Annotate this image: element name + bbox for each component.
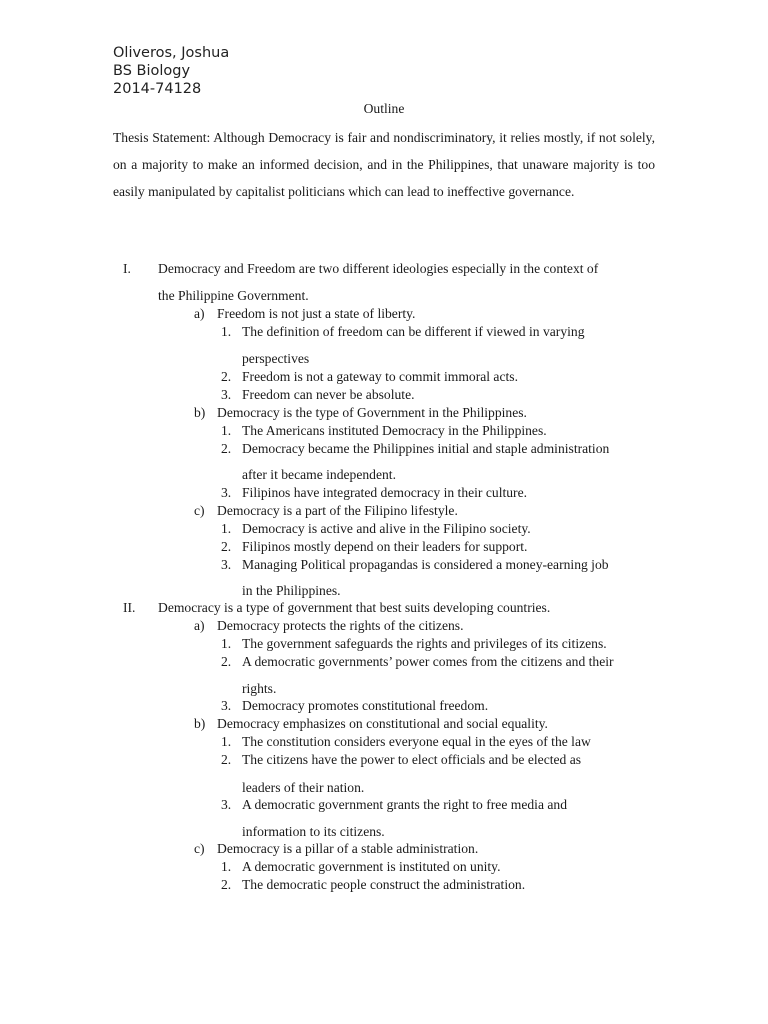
point-text: Filipinos have integrated democracy in their culture. bbox=[242, 485, 527, 500]
point-text: Freedom is not a gateway to commit immoral acts. bbox=[242, 369, 518, 384]
number-marker: 1. bbox=[221, 636, 232, 651]
outline-point-line bbox=[0, 386, 768, 404]
subsection-text: Democracy is a pillar of a stable administration. bbox=[217, 841, 479, 856]
letter-marker: b) bbox=[194, 405, 206, 420]
subsection-text: Freedom is not just a state of liberty. bbox=[217, 306, 416, 321]
point-text: A democratic government is instituted on unity. bbox=[242, 859, 501, 874]
student-number: 2014-74128 bbox=[113, 81, 202, 97]
subsection-text: Democracy is the type of Government in the Philippines. bbox=[217, 405, 527, 420]
point-text: Freedom can never be absolute. bbox=[242, 387, 415, 402]
outline-section-line bbox=[0, 599, 768, 617]
number-marker: 1. bbox=[221, 324, 232, 339]
number-marker: 1. bbox=[221, 859, 232, 874]
outline-point-line bbox=[0, 876, 768, 894]
roman-numeral: II. bbox=[123, 600, 136, 615]
number-marker: 2. bbox=[221, 877, 232, 892]
point-text: leaders of their nation. bbox=[242, 780, 365, 795]
outline-subsection bbox=[0, 840, 768, 858]
page-title: Outline bbox=[363, 101, 405, 116]
number-marker: 2. bbox=[221, 441, 232, 456]
letter-marker: b) bbox=[194, 716, 206, 731]
point-text: in the Philippines. bbox=[242, 583, 341, 598]
outline-point-line bbox=[0, 796, 768, 814]
point-text: The definition of freedom can be different if viewed in varying bbox=[242, 324, 585, 339]
outline-point-line bbox=[0, 422, 768, 440]
point-text: The constitution considers everyone equal in the eyes of the law bbox=[242, 734, 591, 749]
section-heading-text: Democracy and Freedom are two different ideologies especially in the context of bbox=[158, 261, 599, 276]
number-marker: 3. bbox=[221, 387, 232, 402]
number-marker: 1. bbox=[221, 734, 232, 749]
outline-subsection bbox=[0, 502, 768, 520]
point-text: perspectives bbox=[242, 351, 310, 366]
outline-point-line bbox=[0, 323, 768, 341]
outline-point-line bbox=[0, 582, 768, 600]
outline-point-line bbox=[0, 484, 768, 502]
point-text: after it became independent. bbox=[242, 467, 396, 482]
letter-marker: a) bbox=[194, 618, 205, 633]
number-marker: 2. bbox=[221, 752, 232, 767]
point-text: rights. bbox=[242, 681, 277, 696]
number-marker: 3. bbox=[221, 797, 232, 812]
section-heading-text: the Philippine Government. bbox=[158, 288, 309, 303]
outline-point-line bbox=[0, 520, 768, 538]
outline-point-line bbox=[0, 697, 768, 715]
outline-point-line bbox=[0, 653, 768, 671]
outline-section-line bbox=[0, 260, 768, 278]
point-text: Filipinos mostly depend on their leaders for support. bbox=[242, 539, 528, 554]
outline-point-line bbox=[0, 779, 768, 797]
point-text: The government safeguards the rights and privileges of its citizens. bbox=[242, 636, 607, 651]
outline-point-line bbox=[0, 350, 768, 368]
outline-subsection bbox=[0, 715, 768, 733]
point-text: Democracy promotes constitutional freedom. bbox=[242, 698, 489, 713]
outline-point-line bbox=[0, 858, 768, 876]
number-marker: 2. bbox=[221, 369, 232, 384]
outline-subsection bbox=[0, 617, 768, 635]
subsection-text: Democracy emphasizes on constitutional and social equality. bbox=[217, 716, 548, 731]
point-text: Managing Political propagandas is considered a money-earning job bbox=[242, 557, 609, 572]
outline-point-line bbox=[0, 823, 768, 841]
subsection-text: Democracy protects the rights of the citizens. bbox=[217, 618, 464, 633]
section-heading-text: Democracy is a type of government that best suits developing countries. bbox=[158, 600, 551, 615]
point-text: Democracy became the Philippines initial and staple administration bbox=[242, 441, 610, 456]
thesis-statement: Thesis Statement: Although Democracy is fair and nondiscriminatory, it relies mostly, if not solely, on a majority to make an informed decision, and in the Philippines, that unaware majority is too easily manipulated by capitalist politicians which can lead to ineffective governance. bbox=[113, 130, 655, 199]
letter-marker: a) bbox=[194, 306, 205, 321]
point-text: The Americans instituted Democracy in the Philippines. bbox=[242, 423, 547, 438]
subsection-text: Democracy is a part of the Filipino lifestyle. bbox=[217, 503, 458, 518]
number-marker: 2. bbox=[221, 654, 232, 669]
point-text: Democracy is active and alive in the Filipino society. bbox=[242, 521, 531, 536]
outline-subsection bbox=[0, 404, 768, 422]
roman-numeral: I. bbox=[123, 261, 131, 276]
point-text: A democratic government grants the right to free media and bbox=[242, 797, 568, 812]
point-text: A democratic governments’ power comes from the citizens and their bbox=[242, 654, 614, 669]
letter-marker: c) bbox=[194, 503, 205, 518]
number-marker: 3. bbox=[221, 557, 232, 572]
outline-point-line bbox=[0, 635, 768, 653]
number-marker: 3. bbox=[221, 698, 232, 713]
author-name: Oliveros, Joshua bbox=[113, 45, 230, 61]
outline-point-line bbox=[0, 538, 768, 556]
outline-point-line bbox=[0, 733, 768, 751]
outline-point-line bbox=[0, 368, 768, 386]
number-marker: 1. bbox=[221, 423, 232, 438]
outline-point-line bbox=[0, 556, 768, 574]
course: BS Biology bbox=[113, 63, 191, 79]
point-text: information to its citizens. bbox=[242, 824, 385, 839]
outline-point-line bbox=[0, 440, 768, 458]
outline-point-line bbox=[0, 680, 768, 698]
letter-marker: c) bbox=[194, 841, 205, 856]
outline-subsection bbox=[0, 305, 768, 323]
outline-point-line bbox=[0, 466, 768, 484]
outline-point-line bbox=[0, 751, 768, 769]
point-text: The democratic people construct the administration. bbox=[242, 877, 526, 892]
outline-section-line bbox=[0, 287, 768, 305]
number-marker: 2. bbox=[221, 539, 232, 554]
number-marker: 3. bbox=[221, 485, 232, 500]
point-text: The citizens have the power to elect officials and be elected as bbox=[242, 752, 582, 767]
number-marker: 1. bbox=[221, 521, 232, 536]
